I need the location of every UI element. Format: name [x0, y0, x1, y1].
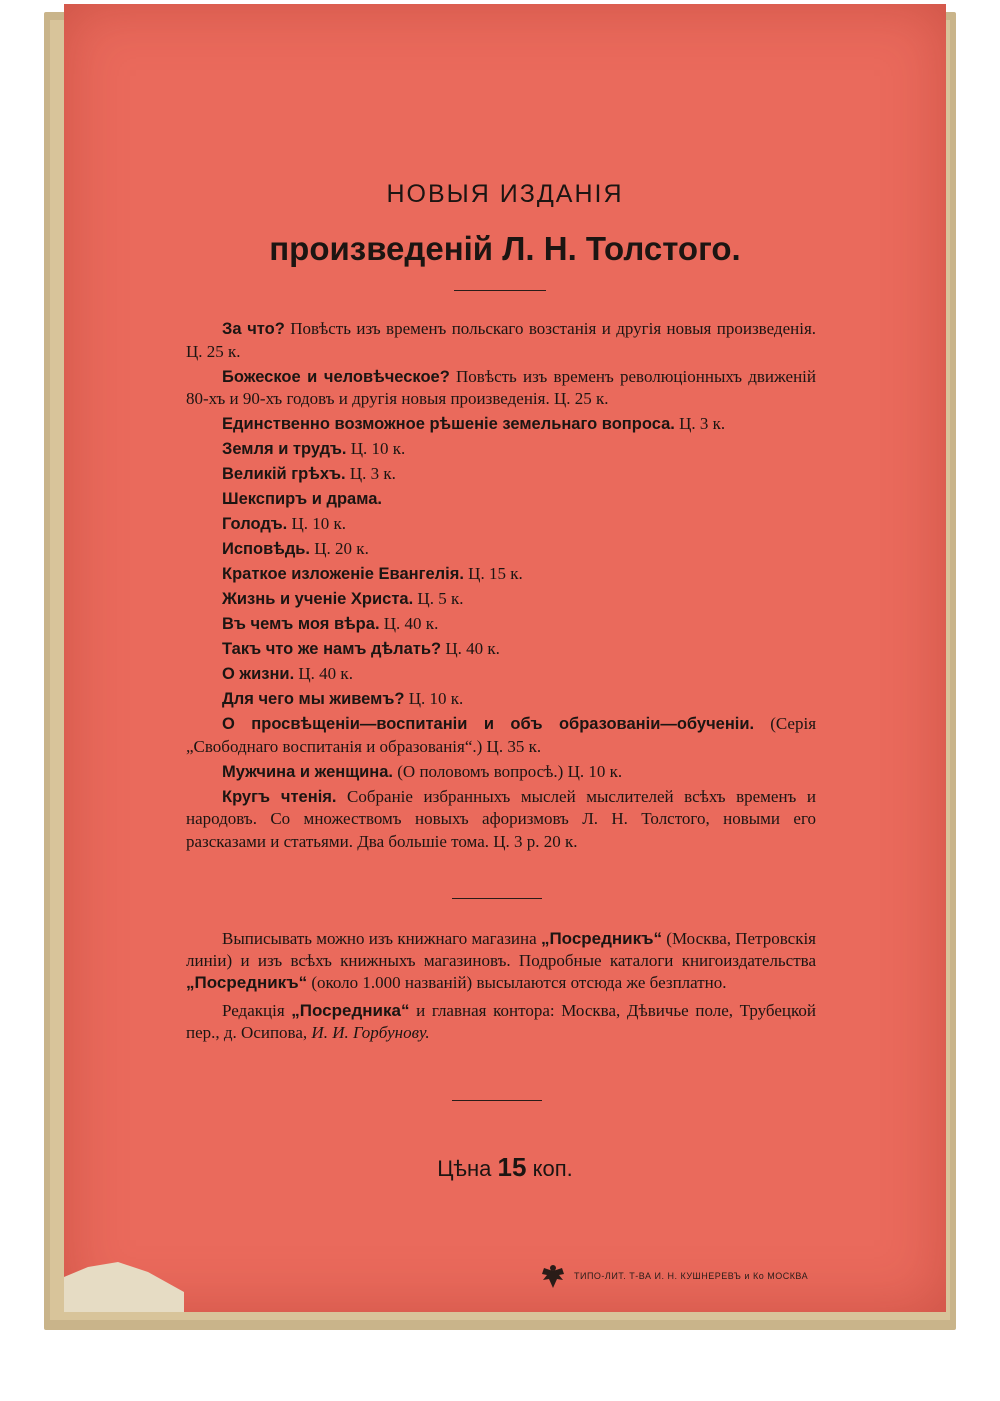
publication-details: Ц. 40 к.: [294, 664, 353, 683]
publication-title: Божеское и человѣческое?: [222, 367, 450, 386]
publication-details: Повѣсть изъ временъ революціонныхъ движеній 80-хъ и 90-хъ годовъ и другія новыя произведенія. Ц. 25 к.: [186, 366, 816, 408]
publication-entry: [186, 413, 816, 436]
publication-title: Для чего мы живемъ?: [222, 690, 405, 708]
publication-entry: [186, 588, 816, 611]
publication-title: Въ чемъ моя вѣра.: [222, 615, 380, 633]
divider-middle: [452, 898, 542, 899]
publication-entry: [186, 488, 816, 511]
posrednik-name-2: „Посредникъ“: [186, 973, 308, 992]
printer-imprint-text: ТИПО-ЛИТ. Т-ВА И. Н. КУШНЕРЕВЪ и Ко МОСКВА: [574, 1271, 809, 1281]
publication-details: Ц. 20 к.: [310, 539, 369, 558]
double-eagle-icon: [540, 1262, 566, 1290]
publication-details: (Серія „Свободнаго воспитанія и образованія“.) Ц. 35 к.: [186, 714, 817, 756]
publication-details: Ц. 15 к.: [463, 564, 523, 583]
publication-entry: [186, 638, 816, 661]
publication-entry: [186, 663, 816, 686]
publication-details: Повѣсть изъ временъ польскаго возстанія и другія новыя произведенія. Ц. 25 к.: [186, 319, 817, 361]
publication-entry: [186, 713, 816, 758]
divider-top: [454, 290, 546, 291]
publication-details: (О половомъ вопросѣ.) Ц. 10 к.: [393, 761, 623, 781]
publication-entry: [186, 438, 816, 461]
publication-title: Земля и трудъ.: [222, 440, 347, 458]
price-label: Цѣна: [437, 1156, 498, 1181]
publication-details: Ц. 3 к.: [345, 464, 396, 483]
publication-entry: [186, 538, 816, 561]
ordering-text-1: Выписывать можно изъ книжнаго магазина: [222, 929, 541, 948]
publications-list: [186, 318, 816, 856]
heading-line-1: НОВЫЯ ИЗДАНІЯ: [386, 180, 624, 208]
publication-title: Единственно возможное рѣшеніе земельнаго вопроса.: [222, 415, 675, 433]
publication-entry: [186, 463, 816, 486]
publication-details: Ц. 10 к.: [404, 689, 464, 708]
publication-details: Ц. 5 к.: [413, 589, 464, 608]
printer-imprint: [540, 1262, 808, 1290]
publication-title: Великій грѣхъ.: [222, 465, 346, 483]
editorial-text-2: и главная контора: Москва, Дѣвичье поле, Трубецкой пер., д. Осипова,: [186, 1001, 816, 1042]
publication-entry: [186, 563, 816, 586]
price-value: 15: [497, 1152, 527, 1182]
publication-entry: [186, 318, 816, 363]
publication-details: Собраніе избранныхъ мыслей мыслителей всѣхъ временъ и народовъ. Со множествомъ новыхъ афоризмовъ Л. Н. Толстого, новыми его разсказами и статьями. Два большіе тома. Ц. 3 р. 20 к.: [186, 786, 816, 851]
editorial-text-1: Редакція: [222, 1001, 292, 1020]
publication-details: Ц. 3 к.: [674, 414, 726, 433]
publication-title: Такъ что же намъ дѣлать?: [222, 640, 442, 658]
publication-title: Жизнь и ученіе Христа.: [222, 590, 414, 608]
publication-title: Шекспиръ и драма.: [222, 490, 382, 508]
posrednik-name-1: „Посредникъ“: [540, 929, 663, 948]
ordering-paragraph: [186, 928, 816, 994]
publication-title: Краткое изложеніе Евангелія.: [222, 565, 464, 583]
book-back-cover: [64, 4, 946, 1312]
posrednik-name-3: „Посредника“: [291, 1001, 410, 1020]
publication-title: О просвѣщеніи—воспитаніи и объ образованіи—обученіи.: [222, 715, 755, 733]
editorial-paragraph: [186, 1000, 816, 1044]
ordering-info: [186, 928, 816, 1050]
publication-title: За что?: [222, 320, 285, 338]
publication-details: Ц. 10 к.: [287, 514, 346, 533]
publication-details: Ц. 40 к.: [379, 614, 439, 633]
publication-title: Исповѣдь.: [222, 540, 311, 558]
price-unit: коп.: [526, 1156, 573, 1181]
heading-line-2: произведеній Л. Н. Толстого.: [269, 230, 741, 267]
divider-bottom: [452, 1100, 542, 1101]
publication-details: Ц. 10 к.: [346, 439, 406, 458]
publication-title: О жизни.: [222, 665, 295, 683]
price-line: [64, 1152, 946, 1183]
publication-title: Голодъ.: [222, 515, 288, 533]
ordering-text-3: (около 1.000 названій) высылаются отсюда же безплатно.: [307, 973, 727, 992]
publication-entry: [186, 688, 816, 711]
editor-name: И. И. Горбунову.: [311, 1023, 430, 1042]
publication-title: Кругъ чтенія.: [222, 787, 337, 806]
publication-entry: [186, 786, 816, 854]
ordering-text-2: (Москва, Петровскія линіи) и изъ всѣхъ книжныхъ магазиновъ. Подробные каталоги книгоиздательства: [186, 929, 816, 970]
publication-details: Ц. 40 к.: [441, 639, 500, 658]
publication-entry: [186, 513, 816, 536]
publication-entry: [186, 366, 816, 411]
publication-entry: [186, 613, 816, 636]
publication-title: Мужчина и женщина.: [222, 762, 394, 781]
publication-entry: [186, 761, 816, 784]
